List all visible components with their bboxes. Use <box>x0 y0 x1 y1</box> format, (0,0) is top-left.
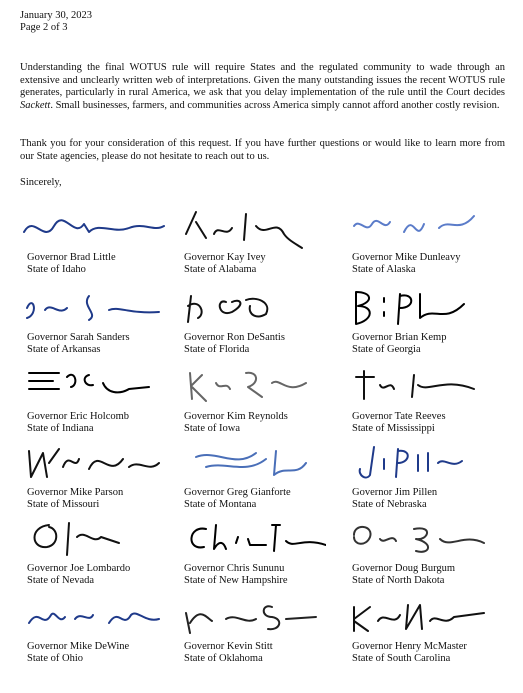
handwritten-signature <box>176 514 326 564</box>
handwritten-signature <box>176 592 326 642</box>
signature-ink-stroke <box>24 220 164 232</box>
signer-state: State of Alabama <box>184 264 257 275</box>
signer-state: State of Ohio <box>27 653 83 664</box>
signer-name: Governor Mike DeWine <box>27 641 130 652</box>
signature-ink-stroke <box>188 296 267 322</box>
signer-name: Governor Kim Reynolds <box>184 411 288 422</box>
signer-name: Governor Greg Gianforte <box>184 487 291 498</box>
signature-ink-stroke <box>360 447 462 477</box>
paragraph-1-text-end: . Small businesses, farmers, and communities across America simply cannot afford another costly revision. <box>50 99 500 111</box>
letter-date: January 30, 2023 <box>20 10 93 21</box>
signer-state: State of North Dakota <box>352 575 445 586</box>
signature-ink-stroke <box>356 371 474 399</box>
signer-name: Governor Jim Pillen <box>352 487 438 498</box>
body-paragraph-2: Thank you for your consideration of this request. If you have further questions or would like to learn more from our State agencies, please do not hesitate to reach out to us. <box>20 138 505 162</box>
signer-state: State of Missouri <box>27 499 100 510</box>
signature-ink-stroke <box>191 525 326 551</box>
signer-state: State of Montana <box>184 499 257 510</box>
signer-name: Governor Ron DeSantis <box>184 332 285 343</box>
paragraph-1-text: Understanding the final WOTUS rule will require States and the regulated community to wade through an extensive and unclearly written web of interpretations. Given the many outstanding issues the recent WOTUS rule generates, particularly in rural America, we ask that you delay implementation of the rule until the Court decides <box>20 62 505 99</box>
signer-name: Governor Brian Kemp <box>352 332 447 343</box>
signer-state: State of Nebraska <box>352 499 427 510</box>
signature-ink-stroke <box>186 606 316 633</box>
signer-name: Governor Tate Reeves <box>352 411 446 422</box>
handwritten-signature <box>344 438 494 488</box>
signer-name: Governor Chris Sununu <box>184 563 285 574</box>
handwritten-signature <box>344 514 494 564</box>
signer-state: State of Arkansas <box>27 344 101 355</box>
handwritten-signature <box>19 203 169 253</box>
signature-ink-stroke <box>29 613 159 623</box>
signature-ink-stroke <box>186 212 302 248</box>
signer-name: Governor Doug Burgum <box>352 563 456 574</box>
signer-name: Governor Eric Holcomb <box>27 411 130 422</box>
handwritten-signature <box>19 362 169 412</box>
closing: Sincerely, <box>20 177 62 188</box>
case-name: Sackett <box>20 99 51 111</box>
handwritten-signature <box>344 592 494 642</box>
signer-name: Governor Kevin Stitt <box>184 641 273 652</box>
signer-state: State of Iowa <box>184 423 240 434</box>
signer-state: State of Alaska <box>352 264 416 275</box>
signature-ink-stroke <box>29 373 149 392</box>
body-paragraph-1 <box>20 62 505 112</box>
handwritten-signature <box>344 203 494 253</box>
signer-name: Governor Mike Dunleavy <box>352 252 461 263</box>
signature-ink-stroke <box>190 373 306 401</box>
handwritten-signature <box>176 203 326 253</box>
handwritten-signature <box>19 514 169 564</box>
signer-state: State of New Hampshire <box>184 575 288 586</box>
signer-state: State of Indiana <box>27 423 94 434</box>
handwritten-signature <box>19 283 169 333</box>
handwritten-signature <box>344 362 494 412</box>
signature-ink-stroke <box>354 605 484 631</box>
handwritten-signature <box>344 283 494 333</box>
signer-name: Governor Sarah Sanders <box>27 332 130 343</box>
signature-ink-stroke <box>27 296 159 320</box>
handwritten-signature <box>19 438 169 488</box>
signer-state: State of Nevada <box>27 575 95 586</box>
signer-state: State of Mississippi <box>352 423 435 434</box>
signature-ink-stroke <box>29 449 159 477</box>
signature-ink-stroke <box>196 451 306 475</box>
signer-state: State of Florida <box>184 344 250 355</box>
handwritten-signature <box>176 438 326 488</box>
signer-state: State of South Carolina <box>352 653 451 664</box>
signer-name: Governor Henry McMaster <box>352 641 467 652</box>
signer-name: Governor Kay Ivey <box>184 252 266 263</box>
signature-ink-stroke <box>354 216 474 232</box>
signer-state: State of Idaho <box>27 264 86 275</box>
signature-ink-stroke <box>354 527 484 552</box>
signer-state: State of Georgia <box>352 344 421 355</box>
page-number: Page 2 of 3 <box>20 22 68 33</box>
signer-state: State of Oklahoma <box>184 653 263 664</box>
signature-ink-stroke <box>35 523 120 555</box>
handwritten-signature <box>176 283 326 333</box>
signer-name: Governor Mike Parson <box>27 487 124 498</box>
letter-header <box>20 10 92 34</box>
handwritten-signature <box>176 362 326 412</box>
signer-name: Governor Joe Lombardo <box>27 563 131 574</box>
signature-ink-stroke <box>356 292 464 324</box>
signer-name: Governor Brad Little <box>27 252 116 263</box>
handwritten-signature <box>19 592 169 642</box>
